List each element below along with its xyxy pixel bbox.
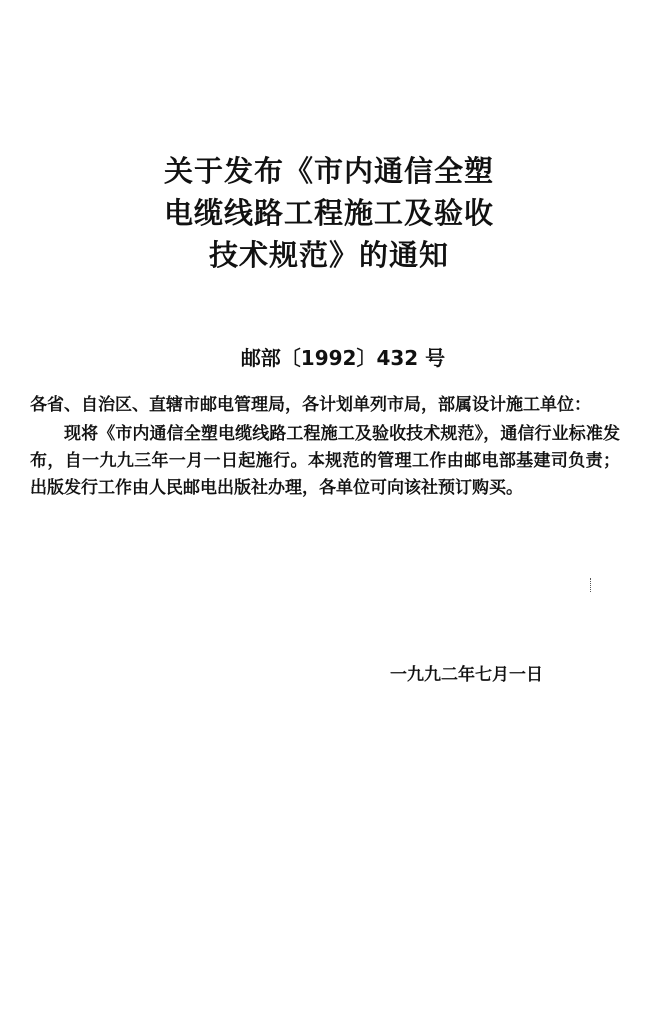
title-line-1: 关于发布《市内通信全塑 [163, 154, 494, 188]
title-line-2: 电缆线路工程施工及验收 [163, 196, 494, 230]
body-paragraph: 现将《市内通信全塑电缆线路工程施工及验收技术规范》，通信行业标准发布，自一九九三年一月一日起施行。本规范的管理工作由邮电部基建司负责；出版发行工作由人民邮电出版社办理，各单位可向该社预订购买。 [30, 424, 620, 498]
addressee-line: 各省、自治区、直辖市邮电管理局，各计划单列市局，部属设计施工单位： [30, 395, 591, 415]
issue-date: 一九九二年七月一日 [390, 665, 543, 685]
title-line-3: 技术规范》的通知 [208, 238, 449, 272]
document-body [30, 392, 620, 502]
document-number: 邮部〔1992〕432 号 [240, 346, 446, 370]
scan-speck [590, 578, 592, 592]
document-title [0, 150, 658, 276]
